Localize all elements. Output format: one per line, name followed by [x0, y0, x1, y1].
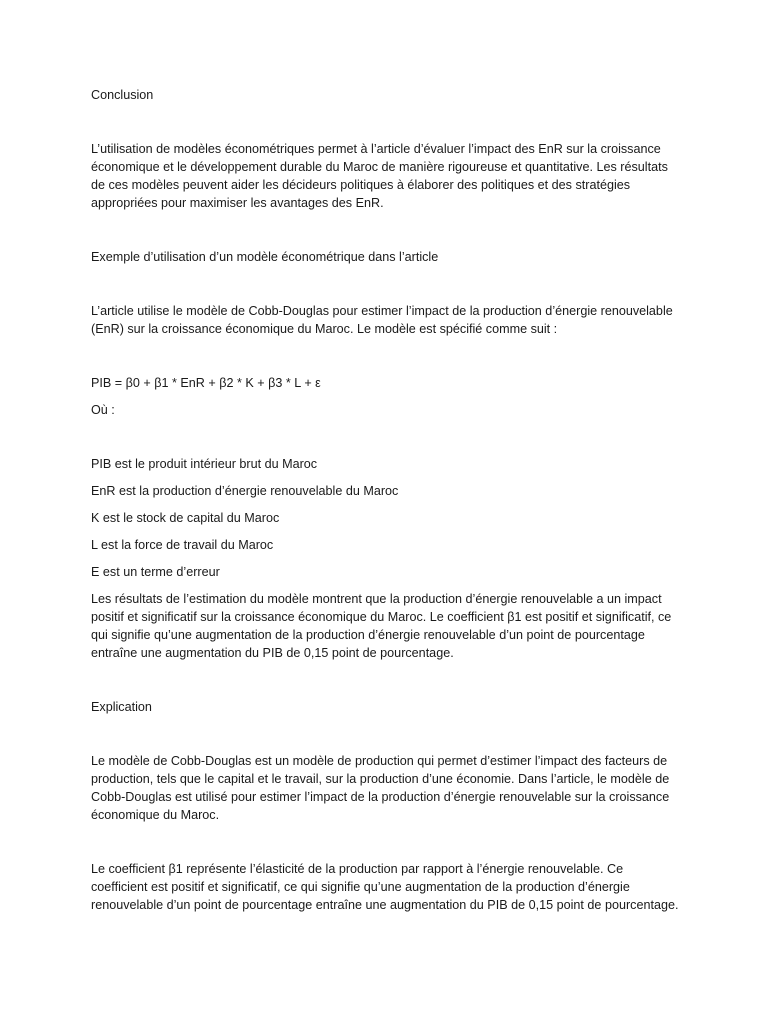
definition-l: L est la force de travail du Maroc — [91, 538, 274, 552]
paragraph-explication-1: Le modèle de Cobb-Douglas est un modèle de production qui permet d’estimer l’impact des facteurs de production, tels que le capital et le travail, sur la production d’une économie. Dans l’article, le modèle de Cobb-Douglas est utilisé pour estimer l’impact de la production d’énergie renouvelable sur la croissance économique du Maroc. — [91, 754, 670, 822]
definition-e: E est un terme d’erreur — [91, 565, 220, 579]
definition-enr: EnR est la production d’énergie renouvelable du Maroc — [91, 484, 399, 498]
heading-explication: Explication — [91, 700, 152, 714]
document-body — [91, 86, 681, 950]
ou-label: Où : — [91, 403, 115, 417]
paragraph-explication-2: Le coefficient β1 représente l’élasticité de la production par rapport à l’énergie renouvelable. Ce coefficient est positif et significatif, ce qui signifie qu’une augmentation de la production d’énergie renouvelable d’un point de pourcentage entraîne une augmentation du PIB de 0,15 point de pourcentage. — [91, 862, 679, 912]
heading-exemple: Exemple d’utilisation d’un modèle économétrique dans l’article — [91, 250, 439, 264]
heading-conclusion: Conclusion — [91, 88, 154, 102]
paragraph-conclusion: L’utilisation de modèles économétriques permet à l’article d’évaluer l’impact des EnR sur la croissance économique et le développement durable du Maroc de manière rigoureuse et quantitative. Les résultats de ces modèles peuvent aider les décideurs politiques à élaborer des politiques et des stratégies appropriées pour maximiser les avantages des EnR. — [91, 142, 668, 210]
paragraph-exemple: L’article utilise le modèle de Cobb-Douglas pour estimer l’impact de la production d’énergie renouvelable (EnR) sur la croissance économique du Maroc. Le modèle est spécifié comme suit : — [91, 304, 673, 336]
equation: PIB = β0 + β1 * EnR + β2 * K + β3 * L + ε — [91, 376, 321, 390]
definition-k: K est le stock de capital du Maroc — [91, 511, 280, 525]
definition-pib: PIB est le produit intérieur brut du Maroc — [91, 457, 318, 471]
paragraph-resultats: Les résultats de l’estimation du modèle montrent que la production d’énergie renouvelable a un impact positif et significatif sur la croissance économique du Maroc. Le coefficient β1 est positif et significatif, ce qui signifie qu’une augmentation de la production d’énergie renouvelable d’un point de pourcentage entraîne une augmentation du PIB de 0,15 point de pourcentage. — [91, 592, 672, 660]
